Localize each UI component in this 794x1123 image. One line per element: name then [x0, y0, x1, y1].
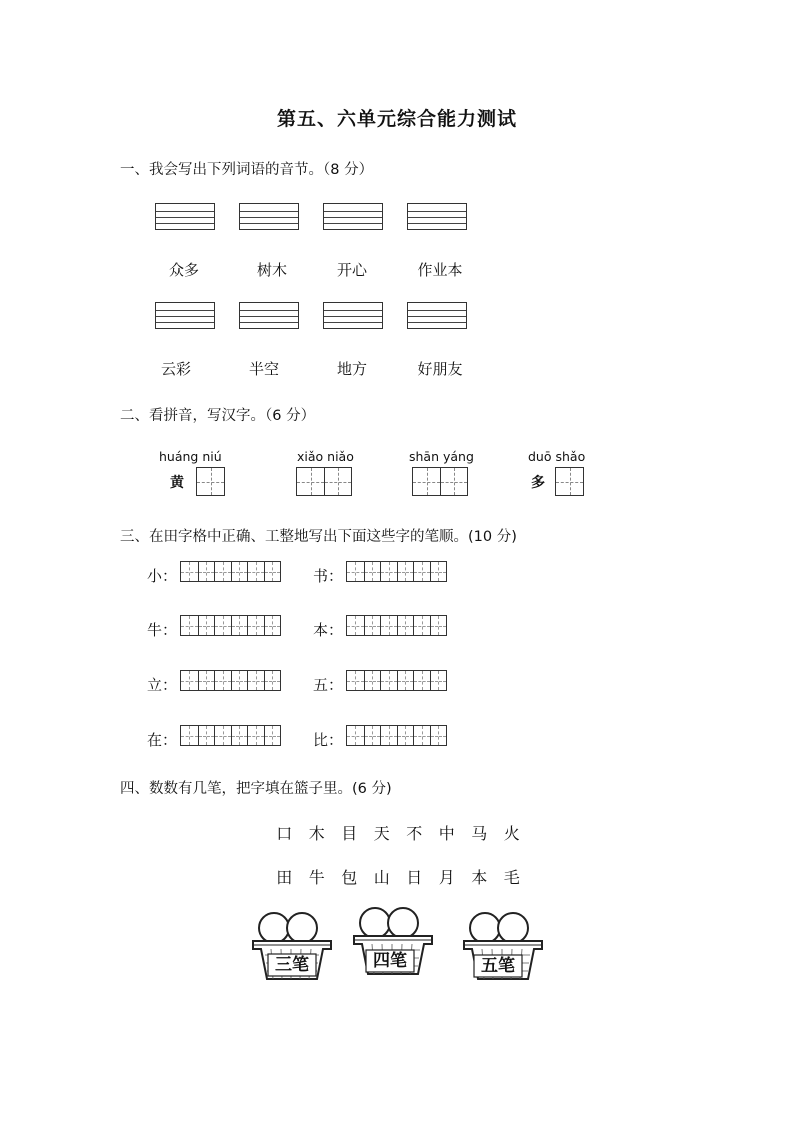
char-item: 包	[341, 868, 358, 887]
tianzige-grid[interactable]	[412, 467, 468, 496]
stroke-char-label: 在：	[147, 731, 178, 749]
stroke-grid[interactable]	[346, 561, 447, 582]
pinyin-box[interactable]	[323, 302, 383, 329]
section3-heading: 三、在田字格中正确、工整地写出下面这些字的笔顺。(10 分)	[120, 529, 517, 545]
given-char: 多	[531, 475, 545, 491]
pinyin-text: xiǎo niǎo	[297, 449, 354, 464]
stroke-grid[interactable]	[180, 561, 281, 582]
stroke-grid[interactable]	[180, 615, 281, 636]
word-label: 半空	[248, 360, 279, 378]
pinyin-box[interactable]	[407, 302, 467, 329]
word-label: 众多	[168, 261, 199, 279]
stroke-char-label: 牛：	[147, 621, 178, 639]
word-label: 作业本	[417, 261, 463, 279]
character-row-1	[268, 821, 528, 844]
pinyin-box[interactable]	[239, 302, 299, 329]
basket-label: 三笔	[275, 955, 309, 975]
basket-five-strokes[interactable]	[462, 907, 544, 985]
char-item: 不	[406, 824, 423, 843]
stroke-char-label: 书：	[313, 567, 344, 585]
char-item: 口	[276, 824, 293, 843]
pinyin-box[interactable]	[239, 203, 299, 230]
pinyin-box[interactable]	[407, 203, 467, 230]
char-item: 牛	[308, 868, 325, 887]
stroke-char-label: 五：	[313, 676, 344, 694]
page-title: 第五、六单元综合能力测试	[276, 108, 517, 130]
tianzige-grid[interactable]	[196, 467, 225, 496]
char-item: 中	[438, 824, 455, 843]
basket-three-strokes[interactable]	[251, 907, 333, 985]
section4-heading: 四、数数有几笔，把字填在篮子里。(6 分)	[120, 781, 392, 797]
pinyin-text: huáng niú	[159, 449, 222, 464]
char-item: 山	[373, 868, 390, 887]
char-item: 目	[341, 824, 358, 843]
word-label: 好朋友	[417, 360, 463, 378]
stroke-char-label: 本：	[313, 621, 344, 639]
stroke-grid[interactable]	[180, 725, 281, 746]
char-item: 本	[471, 868, 488, 887]
basket-label: 五笔	[481, 956, 515, 976]
char-item: 天	[373, 824, 390, 843]
stroke-grid[interactable]	[346, 670, 447, 691]
stroke-char-label: 比：	[313, 731, 344, 749]
char-item: 田	[276, 868, 293, 887]
char-item: 毛	[503, 868, 520, 887]
stroke-grid[interactable]	[346, 615, 447, 636]
stroke-char-label: 立：	[147, 676, 178, 694]
word-label: 云彩	[160, 360, 191, 378]
character-row-2	[268, 865, 528, 888]
basket-four-strokes[interactable]	[352, 903, 434, 981]
char-item: 马	[471, 824, 488, 843]
char-item: 火	[503, 824, 520, 843]
char-item: 日	[406, 868, 423, 887]
section1-heading: 一、我会写出下列词语的音节。（8 分）	[120, 162, 374, 178]
tianzige-grid[interactable]	[555, 467, 584, 496]
char-item: 木	[308, 824, 325, 843]
stroke-grid[interactable]	[346, 725, 447, 746]
word-label: 地方	[336, 360, 367, 378]
char-item: 月	[438, 868, 455, 887]
pinyin-text: duō shǎo	[528, 449, 586, 464]
tianzige-grid[interactable]	[296, 467, 352, 496]
pinyin-text: shān yáng	[409, 449, 474, 464]
given-char: 黄	[170, 475, 184, 491]
basket-label: 四笔	[373, 951, 407, 971]
pinyin-box[interactable]	[155, 302, 215, 329]
stroke-char-label: 小：	[147, 567, 178, 585]
stroke-grid[interactable]	[180, 670, 281, 691]
section2-heading: 二、看拼音，写汉字。（6 分）	[120, 408, 316, 424]
word-label: 开心	[336, 261, 367, 279]
word-label: 树木	[256, 261, 287, 279]
pinyin-box[interactable]	[155, 203, 215, 230]
pinyin-box[interactable]	[323, 203, 383, 230]
